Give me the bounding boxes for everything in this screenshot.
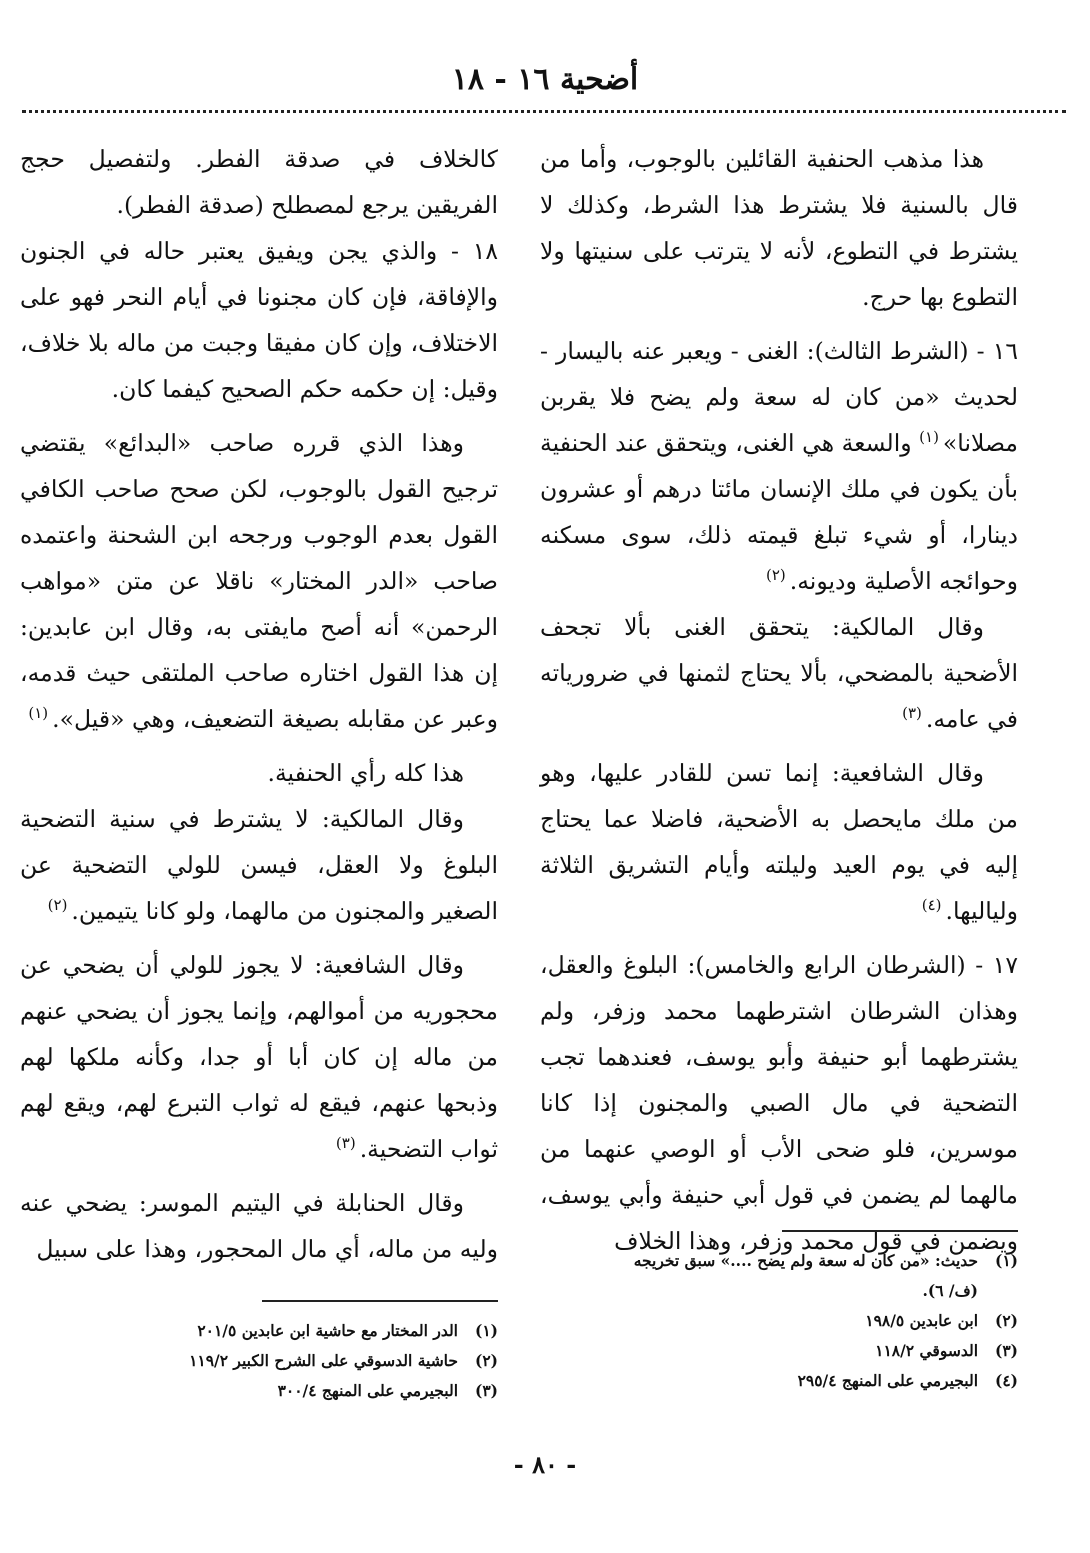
footnote-divider-right — [782, 1230, 1018, 1232]
page-number: - ٨٠ - — [513, 1450, 577, 1479]
footnote-text: الدر المختار مع حاشية ابن عابدين ٢٠١/٥ — [197, 1321, 458, 1340]
paragraph-badai-text: وهذا الذي قرره صاحب «البدائع» يقتضي ترجيح القول بالوجوب، لكن صحح صاحب الكافي القول بعدم الوجوب ورجحه ابن الشحنة واعتمده صاحب «الدر المختار» ناقلا عن متن «مواهب الرحمن» أنه أصح مايفتى به، وقال ابن عابدين: إن هذا القول اختاره صاحب الملتقى حيث قدمه، وعبر عن مقابله بصيغة التضعيف، وهي «قيل». — [20, 429, 498, 733]
paragraph-badai — [20, 420, 498, 742]
footnote-text: حاشية الدسوقي على الشرح الكبير ١١٩/٢ — [189, 1351, 458, 1370]
footnote-right-3 — [548, 1336, 1018, 1366]
footnote-number: (٣) — [474, 1381, 498, 1400]
footnote-number: (٢) — [994, 1311, 1018, 1330]
paragraph-maliki-left-text: وقال المالكية: لا يشترط في سنية التضحية البلوغ ولا العقل، فيسن للولي التضحية عن الصغير والمجنون من مالهما، ولو كانا يتيمين. — [20, 805, 498, 925]
footnotes-right — [548, 1246, 1018, 1396]
footnote-number: (٢) — [474, 1351, 498, 1370]
footnote-left-1 — [28, 1316, 498, 1346]
paragraph-shafii-left — [20, 942, 498, 1172]
paragraph-shafiiyya — [540, 750, 1018, 934]
footnote-text: (ف/ ٦). — [922, 1281, 978, 1300]
paragraph-malikiyya — [540, 604, 1018, 742]
footnote-ref-1: (١) — [919, 428, 939, 447]
paragraph-18: ١٨ - والذي يجن ويفيق يعتبر حاله في الجنون والإفاقة، فإن كان مجنونا في أيام النحر فهو على الاختلاف، وإن كان مفيقا وجبت من ماله بلا خلاف، وقيل: إن حكمه حكم الصحيح كيفما كان. — [20, 237, 498, 403]
footnote-ref-left-1: (١) — [28, 704, 49, 723]
footnote-number: (١) — [994, 1251, 1018, 1270]
footnote-divider-left — [262, 1300, 498, 1302]
footnote-text: البجيرمي على المنهج ٣٠٠/٤ — [277, 1381, 458, 1400]
paragraph-16-text: ١٦ - (الشرط الثالث): الغنى - ويعبر عنه باليسار - لحديث «من كان له سعة ولم يضح فلا يقربن مصلانا» — [540, 337, 1018, 457]
paragraph-continuation: كالخلاف في صدقة الفطر. ولتفصيل حجج الفريقين يرجع لمصطلح (صدقة الفطر). — [20, 145, 498, 219]
paragraph-shafii-left-text: وقال الشافعية: لا يجوز للولي أن يضحي عن محجوريه من أموالهم، وإنما يجوز أن يضحي عنهم من ماله إن كان أبا أو جدا، وكأنه ملكها لهم وذبحها عنهم، فيقع له ثواب التبرع لهم، ويقع لهم ثواب التضحية. — [20, 951, 498, 1163]
footnote-ref-4: (٤) — [921, 896, 942, 915]
footnote-right-1 — [548, 1246, 1018, 1276]
paragraph-16 — [540, 328, 1018, 604]
paragraph-malikiyya-text: وقال المالكية: يتحقق الغنى بألا تجحف الأضحية بالمضحي، بألا يحتاج لثمنها في ضرورياته في عامه. — [540, 613, 1018, 733]
paragraph-intro: هذا مذهب الحنفية القائلين بالوجوب، وأما من قال بالسنية فلا يشترط هذا الشرط، وكذلك لا يشترط في التطوع، لأنه لا يترتب على سنيتها ولا التطوع بها حرج. — [540, 145, 1018, 311]
footnote-ref-3: (٣) — [902, 704, 922, 723]
footnote-right-4 — [548, 1366, 1018, 1396]
left-column — [20, 136, 498, 1280]
footnote-text: ابن عابدين ١٩٨/٥ — [865, 1311, 978, 1330]
right-column — [540, 136, 1018, 1272]
page-header-title: أضحية ١٦ - ١٨ — [451, 62, 639, 97]
footnote-left-2 — [28, 1346, 498, 1376]
footnote-text: الدسوقي ١١٨/٢ — [875, 1341, 978, 1360]
paragraph-maliki-left — [20, 796, 498, 934]
footnote-number: (٣) — [994, 1341, 1018, 1360]
footnote-number: (١) — [474, 1321, 498, 1340]
paragraph-16-cont: والسعة هي الغنى، ويتحقق عند الحنفية بأن يكون في ملك الإنسان مائتا درهم أو عشرون دينارا، أو شيء تبلغ قيمته ذلك، سوى مسكنه وحوائجه الأصلية وديونه. — [540, 429, 1018, 595]
footnote-left-3 — [28, 1376, 498, 1406]
footnote-ref-2: (٢) — [765, 566, 786, 585]
footnote-right-2 — [548, 1306, 1018, 1336]
paragraph-hanafi-summary: هذا كله رأي الحنفية. — [267, 759, 464, 787]
footnote-text: البجيرمي على المنهج ٢٩٥/٤ — [797, 1371, 978, 1390]
footnote-number: (٤) — [994, 1371, 1018, 1390]
footnotes-left — [28, 1316, 498, 1406]
footnote-ref-left-3: (٣) — [335, 1134, 356, 1153]
paragraph-17: ١٧ - (الشرطان الرابع والخامس): البلوغ والعقل، وهذان الشرطان اشترطهما محمد وزفر، ولم يشترطهما أبو حنيفة وأبو يوسف، فعندهما تجب التضحية في مال الصبي والمجنون إذا كانا موسرين، فلو ضحى الأب أو الوصي عنهما من مالهما لم يضمن في قول أبي حنيفة وأبي يوسف، ويضمن في قول محمد وزفر، وهذا الخلاف — [540, 951, 1018, 1255]
paragraph-hanabila: وقال الحنابلة في اليتيم الموسر: يضحي عنه وليه من ماله، أي مال المحجور، وهذا على سبيل — [20, 1189, 498, 1263]
footnote-right-1-cont — [548, 1276, 1018, 1306]
footnote-ref-left-2: (٢) — [47, 896, 68, 915]
footnote-text: حديث: «من كان له سعة ولم يضح ....» سبق تخريجه — [633, 1251, 978, 1270]
header-dotted-rule — [22, 110, 1066, 113]
paragraph-shafiiyya-text: وقال الشافعية: إنما تسن للقادر عليها، وهو من ملك مايحصل به الأضحية، فاضلا عما يحتاج إليه في يوم العيد وليلته وأيام التشريق الثلاثة ولياليها. — [540, 759, 1018, 925]
